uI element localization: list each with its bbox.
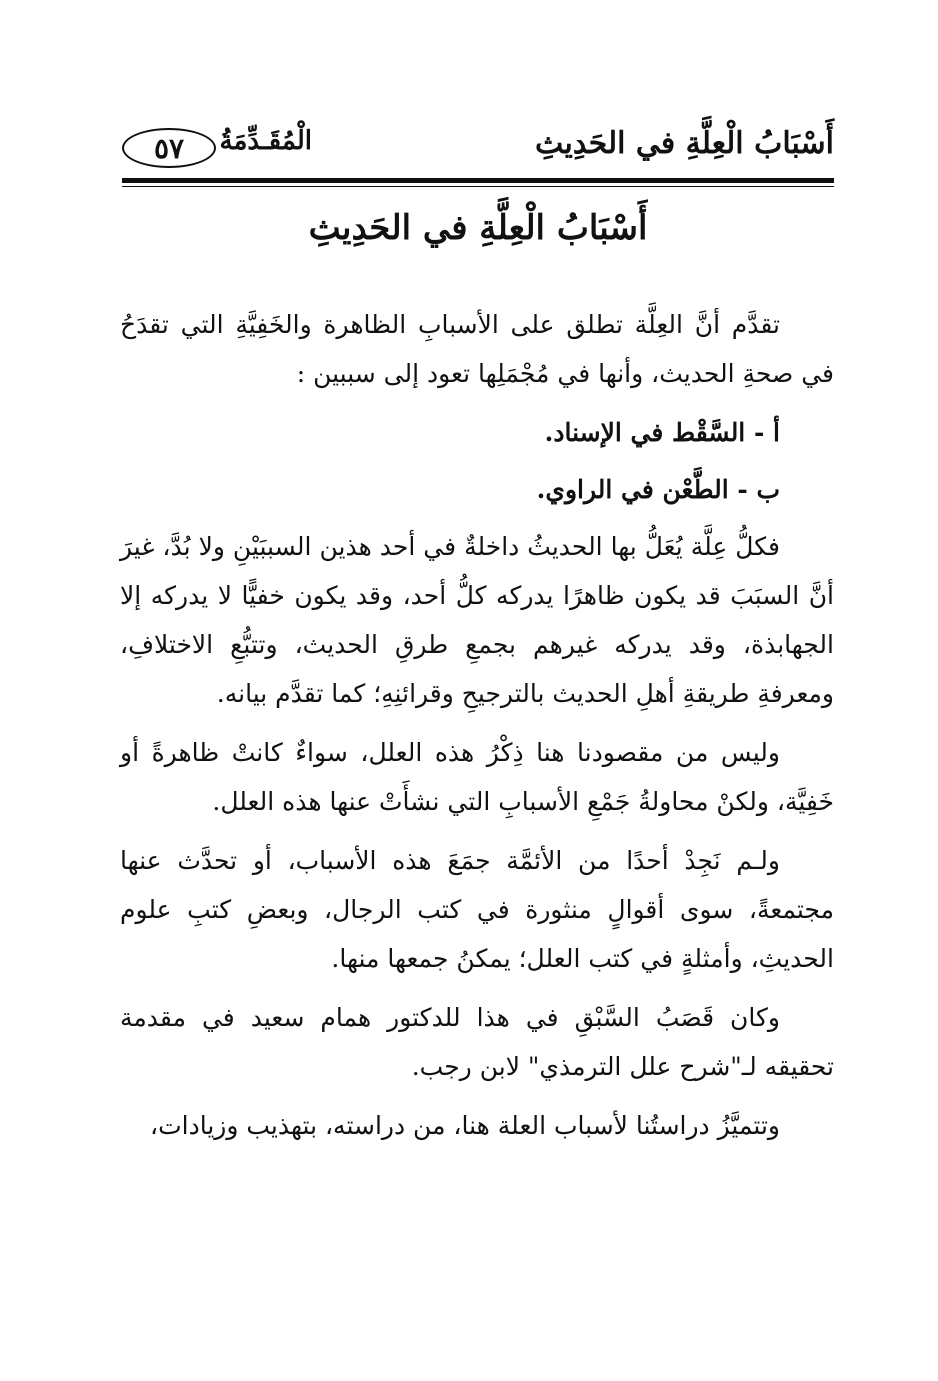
- paragraph: فكلُّ عِلَّة يُعَلُّ بها الحديثُ داخلةٌ في أحد هذين السببَيْنِ ولا بُدَّ، غيرَ أنَّ السبَبَ قد يكون ظاهرًا يدركه كلُّ أحد، وقد يكون خفيًّا لا يدركه إلا الجهابذة، وقد يدركه غيرهم بجمعِ طرقِ الحديث، وتتبُّعِ الاختلافِ، ومعرفةِ طريقةِ أهلِ الحديث بالترجيحِ وقرائنِهِ؛ كما تقدَّم بيانه.: [120, 532, 834, 708]
- running-header: [122, 118, 834, 174]
- paragraph: وكان قَصَبُ السَّبْقِ في هذا للدكتور همام سعيد في مقدمة تحقيقه لـ"شرح علل الترمذي" لابن رجب.: [120, 1003, 834, 1081]
- page-number: ٥٧: [153, 131, 185, 165]
- paragraph: وليس من مقصودنا هنا ذِكْرُ هذه العلل، سواءٌ كانتْ ظاهرةً أو خَفِيَّة، ولكنْ محاولةُ جَمْعِ الأسبابِ التي نشأَتْ عنها هذه العلل.: [120, 738, 834, 816]
- running-header-section: الْمُقَـدِّمَةُ: [219, 126, 312, 156]
- running-header-book-title: أَسْبَابُ الْعِلَّةِ في الحَدِيثِ: [535, 126, 834, 161]
- list-item-b: ب - الطَّعْن في الراوي.: [536, 475, 780, 504]
- header-rule-thin: [122, 186, 834, 187]
- page-number-badge: [122, 128, 216, 168]
- body-text: [120, 300, 834, 1150]
- list-item-a: أ - السَّقْط في الإسناد.: [544, 418, 780, 447]
- chapter-title: أَسْبَابُ الْعِلَّةِ في الحَدِيثِ: [308, 208, 648, 248]
- paragraph-intro: تقدَّم أنَّ العِلَّة تطلق على الأسبابِ الظاهرة والخَفِيَّةِ التي تقدَحُ في صحةِ الحديث، وأنها في مُجْمَلِها تعود إلى سببين :: [120, 310, 834, 388]
- paragraph: وتتميَّزُ دراستُنا لأسباب العلة هنا، من دراسته، بتهذيب وزيادات،: [150, 1111, 780, 1140]
- paragraph: ولـم نَجِدْ أحدًا من الأئمَّة جمَعَ هذه الأسباب، أو تحدَّث عنها مجتمعةً، سوى أقوالٍ منثورة في كتب الرجال، وبعضِ كتبِ علوم الحديثِ، وأمثلةٍ في كتب العلل؛ يمكنُ جمعها منها.: [120, 846, 834, 973]
- header-rule-thick: [122, 178, 834, 183]
